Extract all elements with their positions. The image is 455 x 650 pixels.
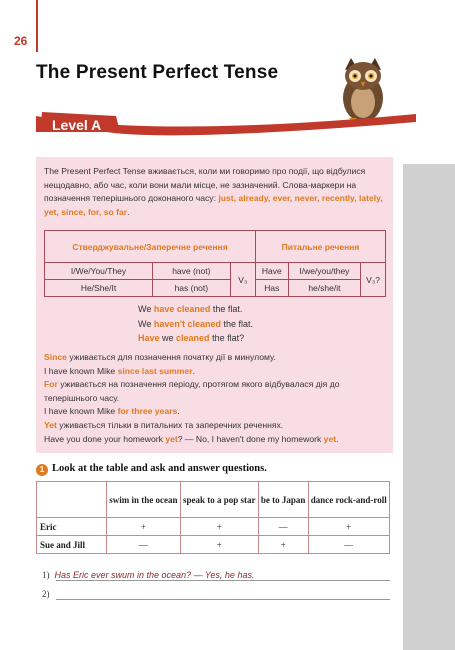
table-cell: He/She/It [45, 280, 153, 297]
table-cell: V₃? [361, 263, 386, 297]
answer-line-2: 2) [42, 589, 50, 599]
table-cell: have (not) [153, 263, 231, 280]
row-name: Eric [37, 518, 107, 536]
marker-words: just, already, ever, never, recently, lately, yet, since, for, so far [44, 193, 383, 217]
page-number: 26 [14, 34, 28, 48]
activity-table [36, 481, 390, 554]
table-cell: — [308, 536, 389, 554]
since-rule: Since уживається для позначення початку дії в минулому. I have known Mike since last summer. [44, 352, 276, 376]
exercise-number-badge: 1 [36, 464, 48, 476]
writing-line [56, 580, 390, 581]
table-cell: + [308, 518, 389, 536]
yet-rule: Yet уживається тільки в питальних та заперечних реченнях. Have you done your homework yet? — No, I haven't done my homework yet. [44, 420, 339, 444]
table-cell: + [258, 536, 308, 554]
column-header: swim in the ocean [107, 482, 181, 518]
exercise-instruction: Look at the table and ask and answer questions. [52, 463, 267, 474]
table-cell: I/We/You/They [45, 263, 153, 280]
example-sentence: We haven't cleaned the flat. [138, 319, 254, 329]
grammar-table [44, 230, 386, 297]
column-header: speak to a pop star [180, 482, 258, 518]
column-header: dance rock-and-roll [308, 482, 389, 518]
intro-paragraph: The Present Perfect Tense вживається, коли ми говоримо про події, що відбулися нещодавно, або час, коли вони мали місце, не зазначений. Слова-маркери на позначення теперішнього доконаного часу: just, already, ever, never, recently, lately, yet, since, for, so far. [44, 166, 383, 217]
table-cell: he/she/it [288, 280, 360, 297]
answer-line-1: 1) Has Eric ever swum in the ocean? — Yes, he has. [42, 570, 255, 580]
table-row [37, 518, 390, 536]
table-cell: — [107, 536, 181, 554]
writing-line[interactable] [56, 599, 390, 600]
row-name: Sue and Jill [37, 536, 107, 554]
example-sentence: We have cleaned the flat. [138, 304, 243, 314]
table-cell: I/we/you/they [288, 263, 360, 280]
table-cell: + [107, 518, 181, 536]
table-cell: Have [255, 263, 288, 280]
level-label: Level A [52, 117, 102, 133]
table-cell: Has [255, 280, 288, 297]
table-cell: + [180, 536, 258, 554]
column-header: be to Japan [258, 482, 308, 518]
question-header: Питальне речення [255, 231, 385, 263]
for-rule: For уживається на позначення періоду, протягом якого відбувалася дія до теперішнього часу. I have known Mike for three years. [44, 379, 340, 416]
table-corner [37, 482, 107, 518]
page-title: The Present Perfect Tense [36, 62, 279, 83]
table-cell: has (not) [153, 280, 231, 297]
example-sentence: Have we cleaned the flat? [138, 333, 245, 343]
answer-text: Has Eric ever swum in the ocean? — Yes, he has. [54, 570, 255, 580]
table-cell: — [258, 518, 308, 536]
side-panel [403, 164, 455, 650]
affirmative-negative-header: Стверджувальне/Заперечне речення [45, 231, 256, 263]
table-cell: + [180, 518, 258, 536]
table-row [37, 536, 390, 554]
table-cell: V₃ [230, 263, 255, 297]
